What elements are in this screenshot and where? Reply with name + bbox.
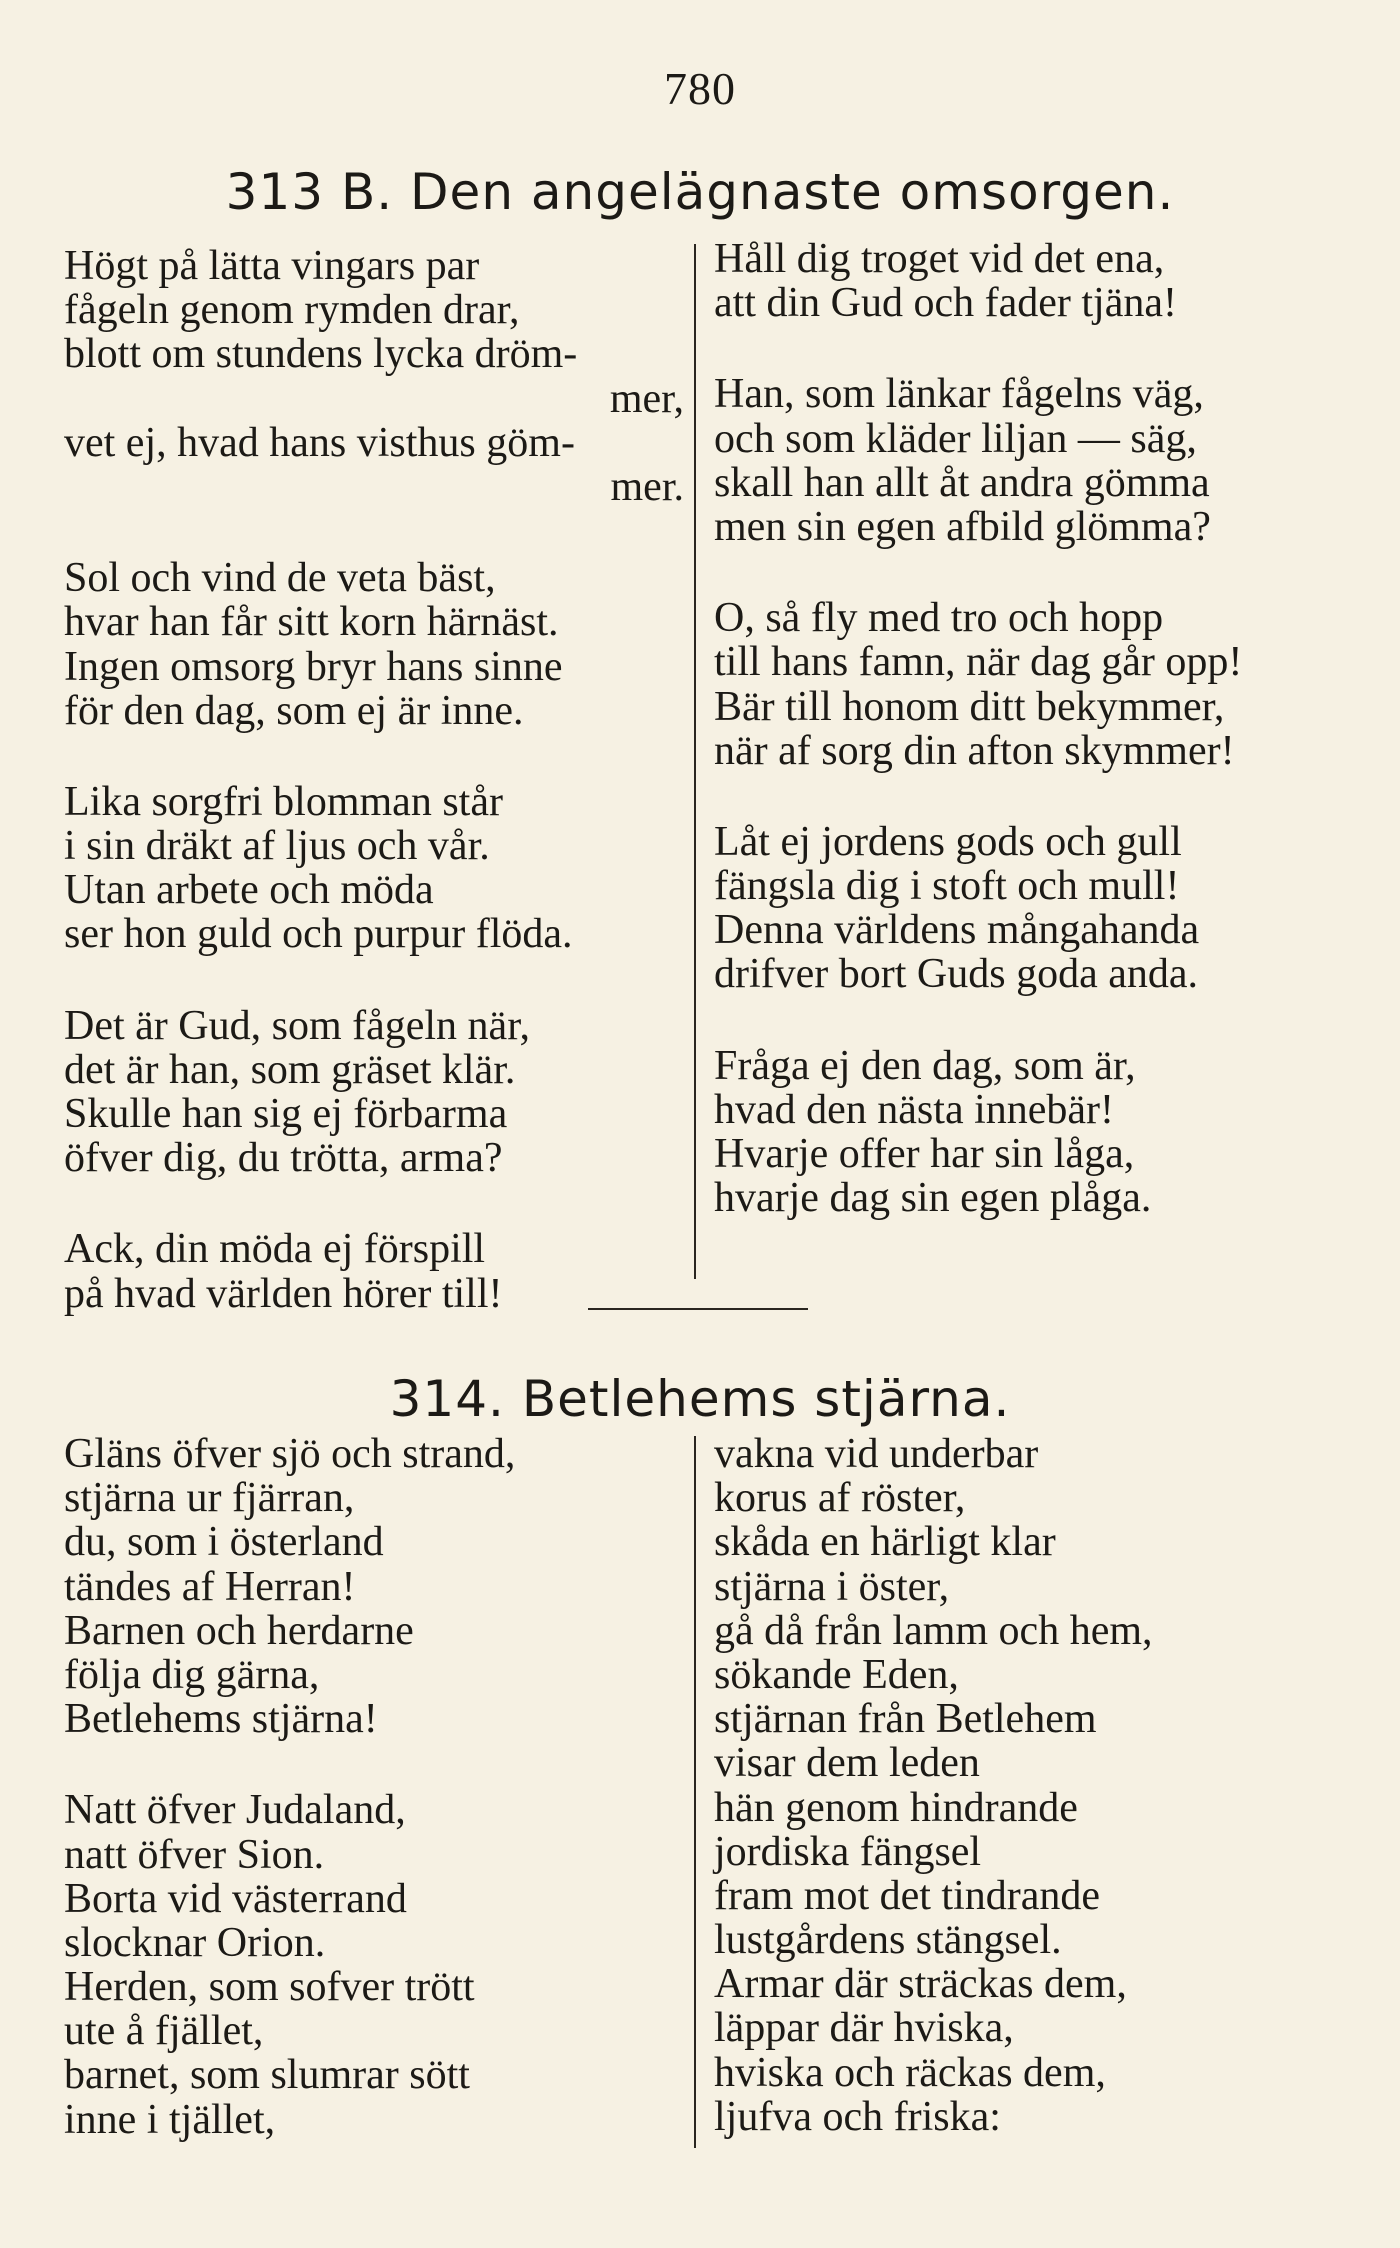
verse-line: Håll dig troget vid det ena, <box>714 236 1165 282</box>
verse-line: öfver dig, du trötta, arma? <box>64 1135 503 1182</box>
verse-line: lustgårdens stängsel. <box>714 1917 1062 1964</box>
verse-line: Hvarje offer har sin låga, <box>714 1131 1135 1177</box>
verse-line: läppar där hviska, <box>714 2005 1014 2052</box>
stanza-gap <box>64 1180 684 1227</box>
verse-line: ute å fjället, <box>64 2008 264 2055</box>
verse-line: du, som i österland <box>64 1519 384 1566</box>
verse-line: stjärnan från Betlehem <box>714 1696 1097 1743</box>
hymn-314-right-column <box>714 1432 1354 2139</box>
verse-line: natt öfver Sion. <box>64 1831 325 1878</box>
verse-line: tändes af Herran! <box>64 1563 356 1610</box>
verse-line: Sol och vind de veta bäst, <box>64 555 496 602</box>
verse-line: fågeln genom rymden drar, <box>64 287 520 334</box>
verse-line: korus af röster, <box>714 1475 966 1522</box>
verse-line: Skulle han sig ej förbarma <box>64 1091 508 1137</box>
verse-line: Betlehems stjärna! <box>64 1696 378 1743</box>
verse-line: Borta vid västerrand <box>64 1875 407 1922</box>
verse-line: blott om stundens lycka dröm- <box>64 331 578 378</box>
verse-line: ser hon guld och purpur flöda. <box>64 911 573 958</box>
verse-line: Fråga ej den dag, som är, <box>714 1042 1136 1089</box>
hymn-313b-right-column <box>714 237 1344 1220</box>
stanza-gap <box>714 325 1344 372</box>
verse-line: Det är Gud, som fågeln när, <box>64 1002 530 1049</box>
verse-line: fängsla dig i stoft och mull! <box>714 863 1180 910</box>
verse-line: Barnen och herdarne <box>64 1607 414 1654</box>
verse-line: till hans famn, när dag går opp! <box>714 639 1243 686</box>
verse-line: Han, som länkar fågelns väg, <box>714 371 1204 418</box>
verse-line: barnet, som slumrar sött <box>64 2052 470 2099</box>
verse-line: Herden, som sofver trött <box>64 1964 475 2011</box>
verse-line: drifver bort Guds goda anda. <box>714 951 1199 998</box>
verse-line: Armar där sträckas dem, <box>714 1961 1127 2008</box>
verse-line: Ack, din möda ej förspill <box>64 1226 486 1273</box>
verse-line: O, så fly med tro och hopp <box>714 595 1164 642</box>
stanza-gap <box>714 773 1344 820</box>
verse-line: Högt på lätta vingars par <box>64 243 480 289</box>
verse-line: men sin egen afbild glömma? <box>714 503 1211 550</box>
verse-line: fram mot det tindrande <box>714 1872 1101 1919</box>
verse-line: gå då från lamm och hem, <box>714 1607 1153 1654</box>
verse-line: Ingen omsorg bryr hans sinne <box>64 643 563 690</box>
verse-line: ljufva och friska: <box>714 2093 1001 2140</box>
verse-line: det är han, som gräset klär. <box>64 1046 516 1093</box>
verse-line: på hvad världen hörer till! <box>64 1270 503 1317</box>
verse-line: vet ej, hvad hans visthus göm- <box>64 419 575 466</box>
verse-line: hän genom hindrande <box>714 1784 1078 1831</box>
verse-line: och som kläder liljan — säg, <box>714 415 1197 462</box>
verse-line: följa dig gärna, <box>64 1651 320 1698</box>
stanza-gap <box>64 1741 684 1788</box>
verse-line: skåda en härligt klar <box>714 1519 1056 1566</box>
hymn-separator-rule <box>588 1308 808 1310</box>
verse-line: hvar han får sitt korn härnäst. <box>64 599 559 646</box>
verse-line: sökande Eden, <box>714 1651 959 1698</box>
stanza-gap <box>64 957 684 1004</box>
verse-line: Denna världens mångahanda <box>714 907 1200 954</box>
verse-line: Låt ej jordens gods och gull <box>714 818 1182 865</box>
verse-line: mer, <box>609 375 684 422</box>
verse-line: Bär till honom ditt bekymmer, <box>714 683 1225 730</box>
hymn-314-left-column <box>64 1432 684 2142</box>
verse-line: mer. <box>610 463 684 510</box>
verse-line: Utan arbete och möda <box>64 867 434 914</box>
verse-line: visar dem leden <box>714 1740 980 1787</box>
verse-line: Natt öfver Judaland, <box>64 1787 406 1834</box>
verse-line: att din Gud och fader tjäna! <box>714 280 1177 327</box>
verse-line: skall han allt åt andra gömma <box>714 459 1210 506</box>
verse-line: när af sorg din afton skymmer! <box>714 727 1235 774</box>
verse-line: jordiska fängsel <box>714 1828 982 1875</box>
page-number: 780 <box>664 63 736 114</box>
verse-line: stjärna i öster, <box>714 1563 950 1610</box>
verse-line: hviska och räckas dem, <box>714 2049 1106 2096</box>
hymn-title-314: 314. Betlehems stjärna. <box>389 1370 1011 1428</box>
verse-line: inne i tjället, <box>64 2096 276 2143</box>
column-divider <box>694 1436 696 2148</box>
verse-line: hvarje dag sin egen plåga. <box>714 1175 1152 1222</box>
verse-line: slocknar Orion. <box>64 1919 326 1966</box>
hymn-313b-left-column <box>64 244 684 1316</box>
stanza-gap <box>64 733 684 780</box>
verse-line: Gläns öfver sjö och strand, <box>64 1431 516 1477</box>
verse-line: i sin dräkt af ljus och vår. <box>64 823 490 870</box>
column-divider <box>694 244 696 1279</box>
verse-line: för den dag, som ej är inne. <box>64 687 524 734</box>
verse-line: Lika sorgfri blomman står <box>64 778 503 825</box>
stanza-gap <box>714 997 1344 1044</box>
verse-line: hvad den nästa innebär! <box>714 1086 1115 1133</box>
stanza-gap <box>714 549 1344 596</box>
stanza-gap <box>64 509 684 556</box>
verse-line: stjärna ur fjärran, <box>64 1475 355 1522</box>
verse-line: vakna vid underbar <box>714 1431 1039 1477</box>
hymn-title-313b: 313 B. Den angelägnaste omsorgen. <box>225 163 1175 221</box>
